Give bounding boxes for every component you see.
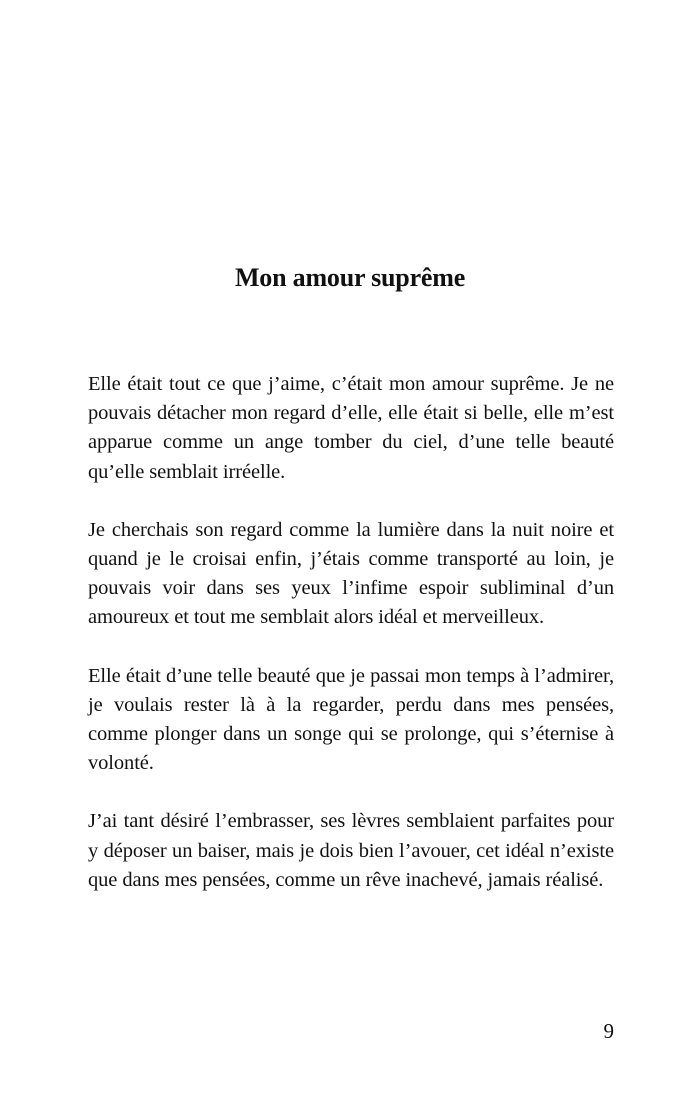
poem-paragraph-1: Elle était tout ce que j’aime, c’était mon amour suprême. Je ne pouvais détacher mon regard d’elle, elle était si belle, elle m’est apparue comme un ange tomber du ciel, d’une telle beauté qu’elle semblait irréelle. xyxy=(88,373,614,483)
poem-paragraph-3: Elle était d’une telle beauté que je passai mon temps à l’admirer, je voulais rester là à la regarder, perdu dans mes pensées, comme plonger dans un songe qui se prolonge, qui s’éternise à volonté. xyxy=(88,664,614,775)
page-number: 9 xyxy=(603,1019,614,1043)
poem-body xyxy=(88,370,614,924)
poem-title: Mon amour suprême xyxy=(234,263,466,293)
poem-paragraph-2: Je cherchais son regard comme la lumière dans la nuit noire et quand je le croisai enfin, j’étais comme transporté au loin, je pouvais voir dans ses yeux l’infime espoir subliminal d’un amoureux et tout me semblait alors idéal et merveilleux. xyxy=(88,518,614,629)
poem-paragraph-4: J’ai tant désiré l’embrasser, ses lèvres semblaient parfaites pour y déposer un baiser, mais je dois bien l’avouer, cet idéal n’existe que dans mes pensées, comme un rêve inachevé, jamais réalisé. xyxy=(88,810,614,891)
